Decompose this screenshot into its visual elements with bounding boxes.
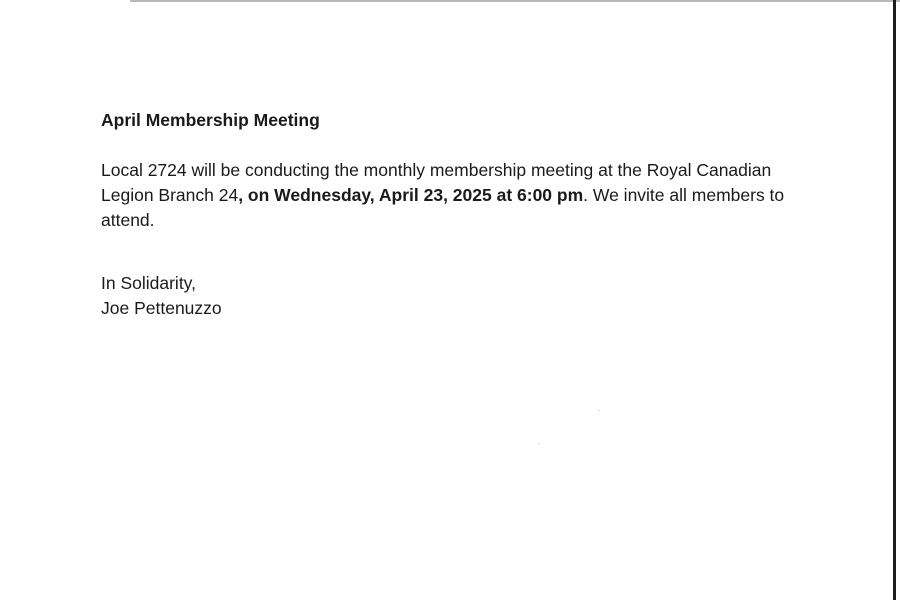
scan-speck xyxy=(538,443,540,444)
body-text-intro: Local 2724 will be conducting the monthly membership meeting at the Royal Canadian Legion Branch 24 xyxy=(101,160,772,205)
scan-speck xyxy=(598,410,600,411)
body-text-invite: . We invite all members to attend. xyxy=(101,185,785,230)
closing-salutation: In Solidarity, xyxy=(101,273,196,293)
signatory-name: Joe Pettenuzzo xyxy=(101,298,222,318)
letter-content xyxy=(101,108,821,321)
letter-heading: April Membership Meeting xyxy=(101,110,320,130)
page-right-edge xyxy=(893,0,896,600)
letter-signoff xyxy=(101,271,821,321)
meeting-date-time: , on Wednesday, April 23, 2025 at 6:00 pm xyxy=(238,185,584,205)
page-top-edge xyxy=(130,0,900,2)
letter-body-paragraph xyxy=(101,158,821,233)
